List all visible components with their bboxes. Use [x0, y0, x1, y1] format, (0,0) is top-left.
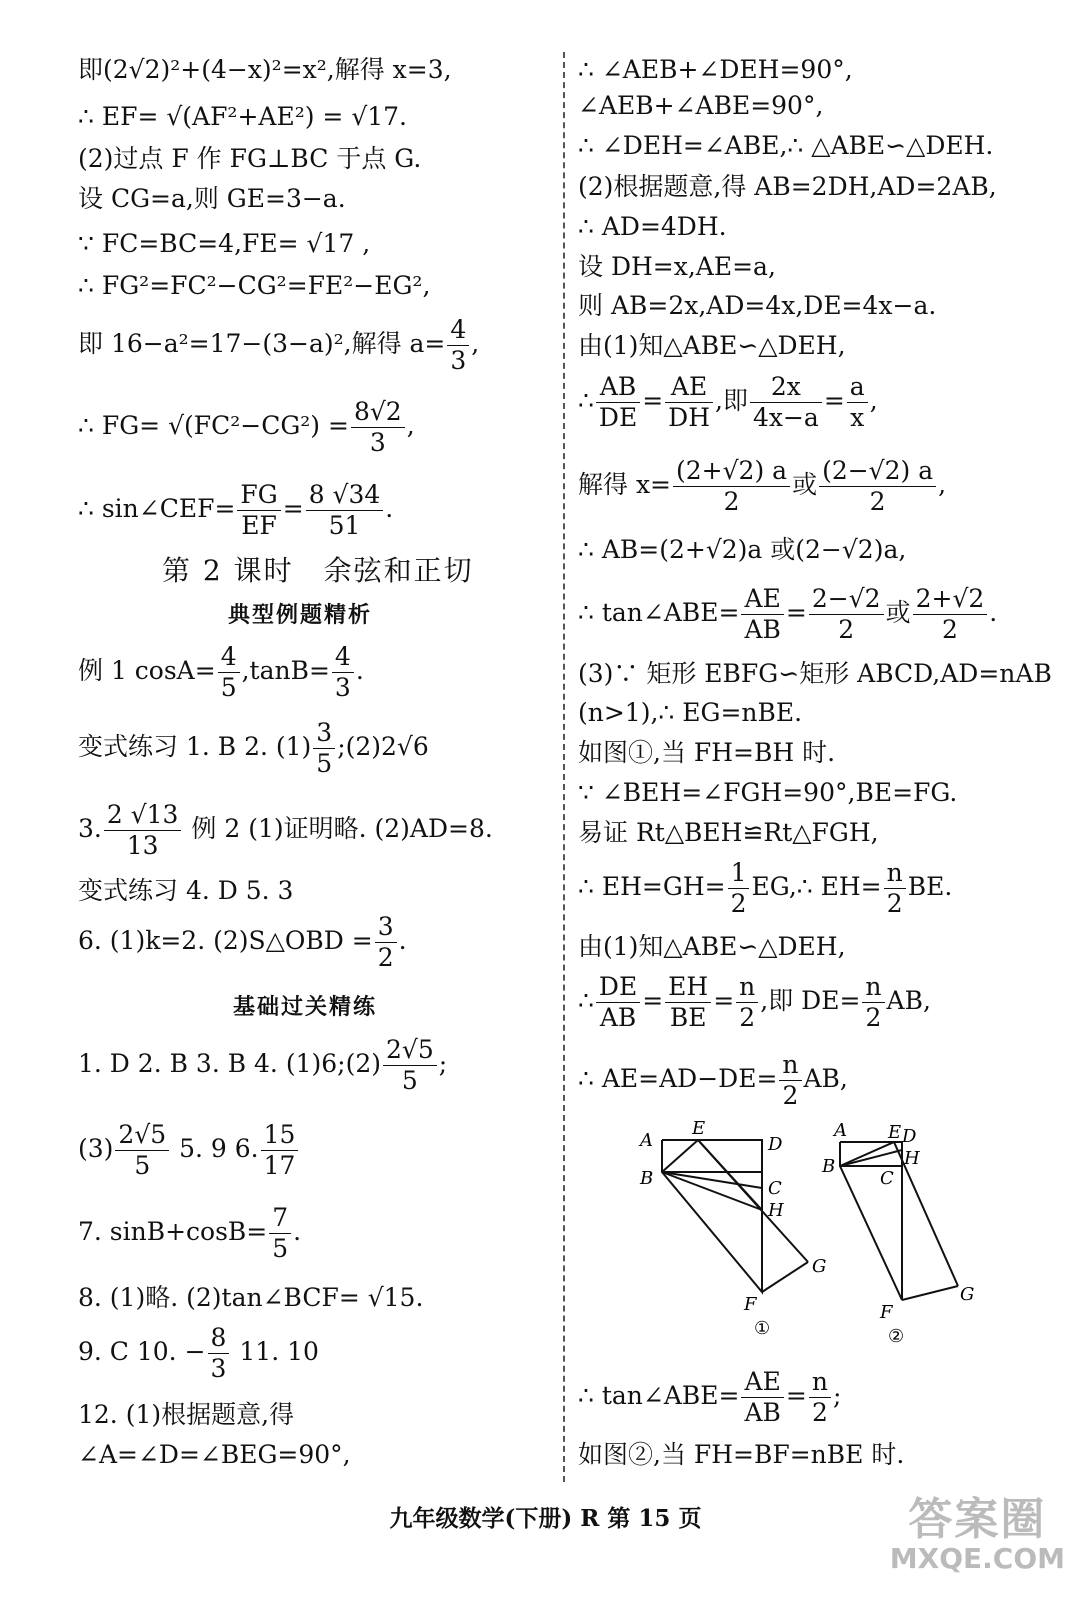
fraction: $\frac{(2+√2) a}{2}$ — [673, 456, 790, 517]
text-line: ∴ AB=(2+√2)a 或(2−√2)a, — [578, 535, 907, 564]
fraction: $\frac{a}{x}$ — [847, 372, 868, 433]
label-H: H — [768, 1200, 784, 1221]
formula-line: ∴ EH=GH= $\frac{1}{2}$ EG,∴ EH= $\frac{n}{2}$ BE. — [578, 858, 953, 918]
fraction: $\frac{AE}{AB}$ — [741, 584, 783, 645]
formula-line: 解得 x= $\frac{(2+√2) a}{2}$ 或 $\frac{(2-√2) a}{2}$ , — [578, 456, 947, 516]
text-line: 由(1)知△ABE∽△DEH, — [578, 932, 846, 961]
formula-line: ∴ AE=AD−DE= $\frac{n}{2}$ AB, — [578, 1050, 848, 1110]
formula-line: ∴ FG= √(FC²−CG²) = $\frac{8√2}{3}$ , — [78, 397, 415, 457]
text-line: 设 CG=a,则 GE=3−a. — [78, 184, 346, 213]
fraction: $\frac{15}{17}$ — [261, 1120, 299, 1181]
formula-line: ∴ tan∠ABE= $\frac{AE}{AB}$ = $\frac{n}{2}$ ; — [578, 1367, 842, 1427]
text-line: 则 AB=2x,AD=4x,DE=4x−a. — [578, 291, 937, 320]
fraction: $\frac{4}{5}$ — [218, 642, 240, 703]
text-line: ∴ AD=4DH. — [578, 212, 727, 241]
fraction: $\frac{AB}{DE}$ — [596, 372, 640, 433]
text-line: ∴ ∠AEB+∠DEH=90°, — [578, 55, 853, 84]
text-line: ∠AEB+∠ABE=90°, — [578, 91, 824, 120]
label-D: D — [768, 1134, 783, 1155]
formula-line: ∴ $\frac{AB}{DE}$ = $\frac{AE}{DH}$ ,即 $\frac{2x}{4x-a}$ = $\frac{a}{x}$ , — [578, 372, 878, 432]
figure-2 — [840, 1142, 958, 1300]
fraction: $\frac{DE}{AB}$ — [596, 972, 640, 1033]
page-footer: 九年级数学(下册) R 第 15 页 — [389, 1505, 702, 1532]
fraction: $\frac{n}{2}$ — [736, 972, 758, 1033]
text-line: 8. (1)略. (2)tan∠BCF= √15. — [78, 1283, 424, 1312]
formula-line: 9. C 10. − $\frac{8}{3}$ 11. 10 — [78, 1323, 319, 1383]
label-E: E — [692, 1120, 706, 1139]
fraction: $\frac{2+√2}{2}$ — [913, 584, 988, 645]
fraction: $\frac{(2-√2) a}{2}$ — [819, 456, 936, 517]
label-B: B — [822, 1156, 836, 1177]
section-title: 第 2 课时 余弦和正切 — [162, 554, 474, 587]
geometry-figures — [630, 1120, 1050, 1360]
figure-1 — [662, 1140, 808, 1292]
section-subtitle: 基础过关精练 — [233, 994, 378, 1020]
label-G: G — [812, 1256, 827, 1277]
text-line: ∴ FG²=FC²−CG²=FE²−EG², — [78, 271, 431, 300]
label-H: H — [904, 1148, 920, 1169]
label-F: F — [744, 1294, 757, 1315]
fraction: $\frac{1}{2}$ — [728, 858, 750, 919]
fraction: $\frac{2 √13}{13}$ — [104, 800, 182, 861]
text-line: 变式练习 4. D 5. 3 — [78, 876, 294, 905]
text-line: (n>1),∴ EG=nBE. — [578, 698, 803, 727]
figure-number: ① — [754, 1318, 771, 1339]
fraction: $\frac{n}{2}$ — [779, 1050, 801, 1111]
section-subtitle: 典型例题精析 — [228, 602, 373, 628]
text-line: ∴ ∠DEH=∠ABE,∴ △ABE∽△DEH. — [578, 131, 994, 160]
label-C: C — [768, 1178, 782, 1199]
fraction: $\frac{8 √34}{51}$ — [306, 480, 384, 541]
formula-line: 3. $\frac{2 √13}{13}$ 例 2 (1)证明略. (2)AD=8. — [78, 800, 493, 860]
formula-line: ∴ tan∠ABE= $\frac{AE}{AB}$ = $\frac{2-√2}{2}$ 或 $\frac{2+√2}{2}$ . — [578, 584, 998, 644]
formula-line: ∴ $\frac{DE}{AB}$ = $\frac{EH}{BE}$ = $\frac{n}{2}$ ,即 DE= $\frac{n}{2}$ AB, — [578, 972, 931, 1032]
formula-line: (3) $\frac{2√5}{5}$ 5. 9 6. $\frac{15}{17}$ — [78, 1120, 300, 1181]
fraction: $\frac{AE}{DH}$ — [665, 372, 713, 433]
text-line: ∠A=∠D=∠BEG=90°, — [78, 1440, 351, 1469]
fraction: $\frac{AE}{AB}$ — [741, 1367, 783, 1428]
column-divider — [563, 52, 565, 1482]
text-line: 设 DH=x,AE=a, — [578, 252, 776, 281]
label-C: C — [880, 1168, 894, 1189]
formula-line: 即 16−a²=17−(3−a)²,解得 a= $\frac{4}{3}$ , — [78, 315, 480, 375]
fraction: $\frac{n}{2}$ — [862, 972, 884, 1033]
text-line: 由(1)知△ABE∽△DEH, — [578, 331, 846, 360]
label-F: F — [880, 1302, 893, 1323]
fraction: $\frac{2√5}{5}$ — [383, 1035, 437, 1096]
watermark-logo: 答案圈 MXQE.COM — [889, 1494, 1065, 1575]
fraction: $\frac{8}{3}$ — [208, 1323, 230, 1384]
formula-line: 1. D 2. B 3. B 4. (1)6;(2) $\frac{2√5}{5}$ ; — [78, 1035, 448, 1095]
fraction: $\frac{2-√2}{2}$ — [809, 584, 884, 645]
text-line: 易证 Rt△BEH≌Rt△FGH, — [578, 818, 879, 847]
fraction: $\frac{EH}{BE}$ — [665, 972, 711, 1033]
fraction: $\frac{8√2}{3}$ — [351, 397, 405, 458]
text-line: (3)∵ 矩形 EBFG∽矩形 ABCD,AD=nAB — [578, 659, 1052, 688]
fraction: $\frac{2x}{4x-a}$ — [750, 372, 822, 433]
text-line: (2)根据题意,得 AB=2DH,AD=2AB, — [578, 172, 997, 201]
figure-number: ② — [888, 1326, 905, 1347]
label-G: G — [960, 1284, 975, 1305]
text-line: 如图①,当 FH=BH 时. — [578, 738, 836, 767]
formula-line: 6. (1)k=2. (2)S△OBD = $\frac{3}{2}$ . — [78, 912, 407, 972]
fraction: $\frac{4}{3}$ — [447, 315, 469, 376]
fraction: $\frac{3}{5}$ — [313, 718, 335, 779]
fraction: $\frac{3}{2}$ — [375, 912, 397, 973]
label-D: D — [902, 1126, 917, 1147]
fraction: $\frac{7}{5}$ — [269, 1203, 291, 1264]
text-line: ∵ FC=BC=4,FE= √17 , — [78, 229, 371, 258]
fraction: $\frac{4}{3}$ — [332, 642, 354, 703]
formula-line: 7. sinB+cosB= $\frac{7}{5}$ . — [78, 1203, 302, 1263]
text-line: ∵ ∠BEH=∠FGH=90°,BE=FG. — [578, 778, 958, 807]
fraction: $\frac{n}{2}$ — [884, 858, 906, 919]
text-line: 即(2√2)²+(4−x)²=x²,解得 x=3, — [78, 55, 452, 84]
formula-line: 变式练习 1. B 2. (1) $\frac{3}{5}$ ;(2)2√6 — [78, 718, 429, 778]
text-line: 如图②,当 FH=BF=nBE 时. — [578, 1440, 905, 1469]
fraction: $\frac{2√5}{5}$ — [115, 1120, 169, 1181]
label-E: E — [888, 1122, 902, 1143]
text-line: (2)过点 F 作 FG⊥BC 于点 G. — [78, 144, 422, 173]
text-line: 12. (1)根据题意,得 — [78, 1400, 295, 1429]
formula-line: 例 1 cosA= $\frac{4}{5}$ ,tanB= $\frac{4}{3}$ . — [78, 642, 364, 702]
formula-line: ∴ sin∠CEF= $\frac{FG}{EF}$ = $\frac{8 √34}{51}$ . — [78, 480, 394, 540]
label-A: A — [834, 1120, 847, 1141]
fraction: $\frac{n}{2}$ — [809, 1367, 831, 1428]
label-A: A — [640, 1130, 653, 1151]
fraction: $\frac{FG}{EF}$ — [237, 480, 280, 541]
label-B: B — [640, 1168, 654, 1189]
text-line: ∴ EF= √(AF²+AE²) = √17. — [78, 102, 408, 131]
